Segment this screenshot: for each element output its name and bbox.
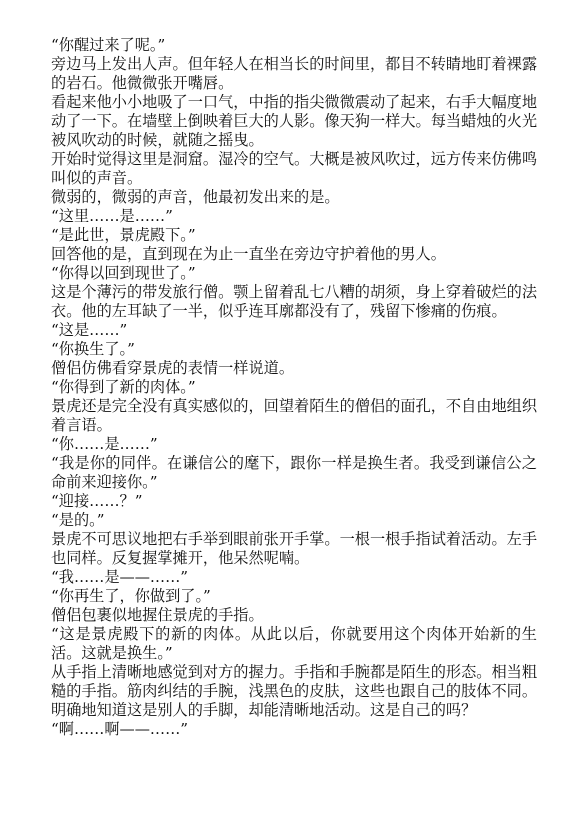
paragraph-23: 僧侣包裹似地握住景虎的手指。: [51, 606, 264, 624]
paragraph-24: “这是景虎殿下的新的肉体。从此以后，你就要用这个肉体开始新的生活。这就是换生。”: [51, 625, 537, 662]
paragraph-5: 微弱的，微弱的声音，他最初发出来的是。: [51, 188, 340, 206]
paragraph-11: “这是……”: [51, 321, 128, 339]
paragraph-22: “你再生了，你做到了。”: [51, 587, 211, 605]
paragraph-8: 回答他的是，直到现在为止一直坐在旁边守护着他的男人。: [51, 245, 446, 263]
paragraph-26: “啊……啊——……”: [51, 720, 189, 738]
document-page: [51, 36, 537, 739]
paragraph-7: “是此世，景虎殿下。”: [51, 226, 196, 244]
paragraph-14: “你得到了新的肉体。”: [51, 378, 196, 396]
paragraph-12: “你换生了。”: [51, 340, 135, 358]
paragraph-19: “是的。”: [51, 511, 105, 529]
paragraph-4: 开始时觉得这里是洞窟。湿冷的空气。大概是被风吹过，远方传来仿佛鸣叫似的声音。: [51, 150, 537, 187]
paragraph-18: “迎接……？”: [51, 492, 143, 510]
paragraph-20: 景虎不可思议地把右手举到眼前张开手掌。一根一根手指试着活动。左手也同样。反复握掌摊开，他呆然呢喃。: [51, 530, 537, 567]
paragraph-1: “你醒过来了呢。”: [51, 36, 166, 54]
paragraph-9: “你得以回到现世了。”: [51, 264, 196, 282]
paragraph-6: “这里……是……”: [51, 207, 173, 225]
paragraph-10: 这是个薄污的带发旅行僧。颚上留着乱七八糟的胡须，身上穿着破烂的法衣。他的左耳缺了一半，似乎连耳廓都没有了，残留下惨痛的伤痕。: [51, 283, 537, 320]
paragraph-17: “我是你的同伴。在谦信公的麾下，跟你一样是换生者。我受到谦信公之命前来迎接你。”: [51, 454, 537, 491]
paragraph-2: 旁边马上发出人声。但年轻人在相当长的时间里，都目不转睛地盯着裸露的岩石。他微微张开嘴唇。: [51, 55, 537, 92]
paragraph-25: 从手指上清晰地感觉到对方的握力。手指和手腕都是陌生的形态。相当粗糙的手指。筋肉纠结的手腕，浅黑色的皮肤，这些也跟自己的肢体不同。明确地知道这是别人的手脚，却能清晰地活动。这是自己的吗？: [51, 663, 537, 719]
paragraph-16: “你……是……”: [51, 435, 158, 453]
paragraph-15: 景虎还是完全没有真实感似的，回望着陌生的僧侣的面孔，不自由地组织着言语。: [51, 397, 537, 434]
paragraph-21: “我……是——……”: [51, 568, 189, 586]
paragraph-3: 看起来他小小地吸了一口气，中指的指尖微微震动了起来，右手大幅度地动了一下。在墙壁上倒映着巨大的人影。像天狗一样大。每当蜡烛的火光被风吹动的时候，就随之摇曳。: [51, 93, 537, 149]
paragraph-13: 僧侣仿佛看穿景虎的表情一样说道。: [51, 359, 294, 377]
